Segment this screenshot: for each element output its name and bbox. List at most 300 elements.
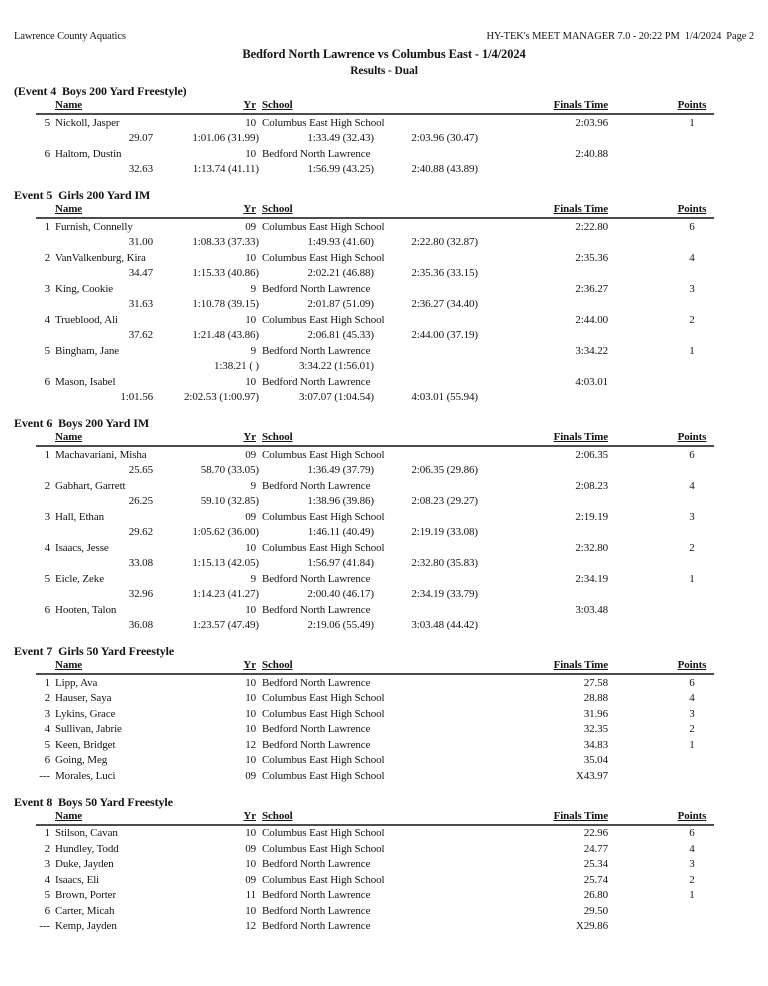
year: 10: [245, 707, 256, 720]
finals-time: 3:34.22: [575, 344, 608, 357]
split-time: 1:13.74 (41.11): [192, 163, 259, 176]
column-header-yr: Yr: [243, 659, 256, 671]
place: 6: [44, 375, 50, 388]
school-name: Bedford North Lawrence: [262, 375, 371, 388]
finals-time: 2:36.27: [575, 282, 608, 295]
school-name: Bedford North Lawrence: [262, 282, 371, 295]
column-header-yr: Yr: [243, 99, 256, 111]
school-name: Columbus East High School: [262, 251, 385, 264]
swimmer-name: Mason, Isabel: [55, 375, 116, 388]
finals-time: 22.96: [583, 827, 608, 840]
split-time: 1:56.99 (43.25): [307, 163, 374, 176]
split-time: 1:10.78 (39.15): [192, 298, 259, 311]
split-time: 32.63: [128, 163, 153, 176]
result-row: [36, 722, 714, 738]
place: 5: [44, 116, 50, 129]
column-header-yr: Yr: [243, 431, 256, 443]
school-name: Columbus East High School: [262, 707, 385, 720]
school-name: Columbus East High School: [262, 510, 385, 523]
column-header-name: Name: [55, 431, 83, 443]
finals-time: 2:32.80: [575, 541, 608, 554]
year: 10: [245, 827, 256, 840]
year: 09: [245, 510, 256, 523]
finals-time: 29.50: [583, 904, 608, 917]
split-time: 1:23.57 (47.49): [192, 619, 259, 632]
split-time: 1:56.97 (41.84): [307, 557, 374, 570]
swimmer-name: Hundley, Todd: [55, 842, 119, 855]
year: 10: [245, 858, 256, 871]
points-value: 1: [689, 116, 695, 129]
result-row: [36, 857, 714, 873]
swimmer-name: Gabhart, Garrett: [55, 479, 126, 492]
points-value: 3: [689, 282, 695, 295]
facility-name: Lawrence County Aquatics: [14, 31, 126, 42]
school-name: Columbus East High School: [262, 220, 385, 233]
points-value: 4: [689, 251, 695, 264]
result-row: [36, 146, 714, 162]
splits-row: [36, 525, 714, 541]
report-type: Results - Dual: [350, 65, 418, 77]
school-name: Columbus East High School: [262, 769, 385, 782]
page-header: [14, 30, 754, 43]
points-value: 1: [689, 738, 695, 751]
swimmer-name: Stilson, Cavan: [55, 827, 118, 840]
result-row: [36, 903, 714, 919]
result-row: [36, 737, 714, 753]
place: 3: [44, 282, 50, 295]
split-time: 1:08.33 (37.33): [192, 236, 259, 249]
event-section: [14, 84, 754, 177]
column-header-name: Name: [55, 659, 83, 671]
school-name: Bedford North Lawrence: [262, 920, 371, 933]
finals-time: 2:08.23: [575, 479, 608, 492]
split-time: 2:44.00 (37.19): [411, 329, 478, 342]
school-name: Columbus East High School: [262, 754, 385, 767]
year: 09: [245, 769, 256, 782]
school-name: Bedford North Lawrence: [262, 572, 371, 585]
event-title: (Event 4 Boys 200 Yard Freestyle): [14, 84, 187, 98]
place: 3: [44, 510, 50, 523]
points-value: 2: [689, 723, 695, 736]
finals-time: 2:19.19: [575, 510, 608, 523]
split-time: 1:15.13 (42.05): [192, 557, 259, 570]
place: 1: [44, 448, 50, 461]
results-table: [36, 203, 714, 405]
split-time: 32.96: [128, 588, 153, 601]
swimmer-name: Isaacs, Eli: [55, 873, 100, 886]
finals-time: X29.86: [575, 920, 608, 933]
events-container: [14, 84, 754, 934]
place: 6: [44, 754, 50, 767]
split-time: 2:02.53 (1:00.97): [184, 391, 259, 404]
school-name: Bedford North Lawrence: [262, 676, 371, 689]
split-time: 29.62: [128, 526, 153, 539]
year: 09: [245, 220, 256, 233]
year: 10: [245, 754, 256, 767]
column-header-name: Name: [55, 99, 83, 111]
split-time: 37.62: [128, 329, 153, 342]
split-time: 59.10 (32.85): [200, 495, 259, 508]
splits-row: [36, 266, 714, 282]
place: 1: [44, 220, 50, 233]
place: 4: [44, 873, 50, 886]
swimmer-name: Carter, Micah: [55, 904, 115, 917]
split-time: 3:03.48 (44.42): [411, 619, 478, 632]
split-time: 1:49.93 (41.60): [307, 236, 374, 249]
result-row: [36, 312, 714, 328]
year: 10: [245, 313, 256, 326]
points-value: 2: [689, 313, 695, 326]
year: 09: [245, 873, 256, 886]
column-header-finals-time: Finals Time: [553, 809, 608, 822]
split-time: 1:46.11 (40.49): [307, 526, 374, 539]
swimmer-name: Hall, Ethan: [55, 510, 104, 523]
finals-time: 34.83: [583, 738, 608, 751]
swimmer-name: Isaacs, Jesse: [55, 541, 109, 554]
split-time: 1:38.96 (39.86): [307, 495, 374, 508]
split-time: 29.07: [128, 132, 153, 145]
result-row: [36, 281, 714, 297]
result-row: [36, 219, 714, 235]
swimmer-name: King, Cookie: [55, 282, 114, 295]
school-name: Bedford North Lawrence: [262, 904, 371, 917]
result-row: [36, 571, 714, 587]
result-row: [36, 509, 714, 525]
splits-row: [36, 463, 714, 479]
event-title: Event 8 Boys 50 Yard Freestyle: [14, 794, 173, 809]
split-time: 34.47: [128, 267, 153, 280]
finals-time: 3:03.48: [575, 603, 608, 616]
column-header-finals-time: Finals Time: [553, 99, 608, 111]
split-time: 2:03.96 (30.47): [411, 132, 478, 145]
column-header-points: Points: [677, 659, 707, 671]
result-row: [36, 753, 714, 769]
generator-info: HY-TEK's MEET MANAGER 7.0 - 20:22 PM 1/4/2024 Page 2: [486, 31, 754, 42]
year: 10: [245, 116, 256, 129]
column-header-school: School: [262, 203, 293, 215]
place: ---: [39, 769, 50, 782]
split-time: 58.70 (33.05): [200, 464, 259, 477]
year: 9: [250, 344, 256, 357]
splits-row: [36, 587, 714, 603]
result-row: [36, 478, 714, 494]
year: 10: [245, 723, 256, 736]
place: 2: [44, 692, 50, 705]
split-time: 3:34.22 (1:56.01): [299, 360, 374, 373]
place: 2: [44, 842, 50, 855]
swimmer-name: Duke, Jayden: [55, 858, 114, 871]
finals-time: 2:44.00: [575, 313, 608, 326]
split-time: 2:19.19 (33.08): [411, 526, 478, 539]
split-time: 1:01.06 (31.99): [192, 132, 259, 145]
column-header-finals-time: Finals Time: [553, 431, 608, 443]
swimmer-name: Morales, Luci: [55, 769, 116, 782]
year: 10: [245, 676, 256, 689]
split-time: 2:06.35 (29.86): [411, 464, 478, 477]
split-time: 1:38.21 ( ): [213, 360, 259, 373]
splits-row: [36, 162, 714, 178]
swimmer-name: Eicle, Zeke: [55, 572, 104, 585]
finals-time: 2:40.88: [575, 147, 608, 160]
school-name: Bedford North Lawrence: [262, 603, 371, 616]
points-value: 1: [689, 889, 695, 902]
split-time: 2:22.80 (32.87): [411, 236, 478, 249]
place: 5: [44, 738, 50, 751]
column-header-points: Points: [677, 431, 707, 443]
column-header-school: School: [262, 99, 293, 111]
finals-time: 2:06.35: [575, 448, 608, 461]
school-name: Columbus East High School: [262, 448, 385, 461]
split-time: 31.63: [128, 298, 153, 311]
place: 4: [44, 313, 50, 326]
points-value: 3: [689, 707, 695, 720]
column-header-points: Points: [677, 809, 707, 822]
split-time: 2:00.40 (46.17): [307, 588, 374, 601]
result-row: [36, 768, 714, 784]
points-value: 6: [689, 676, 695, 689]
points-value: 4: [689, 692, 695, 705]
split-time: 1:05.62 (36.00): [192, 526, 259, 539]
place: 6: [44, 904, 50, 917]
split-time: 2:34.19 (33.79): [411, 588, 478, 601]
points-value: 4: [689, 842, 695, 855]
result-row: [36, 343, 714, 359]
year: 10: [245, 375, 256, 388]
column-header-school: School: [262, 431, 293, 443]
split-time: 1:36.49 (37.79): [307, 464, 374, 477]
place: 3: [44, 858, 50, 871]
results-table: [36, 99, 714, 177]
school-name: Bedford North Lawrence: [262, 479, 371, 492]
place: 2: [44, 479, 50, 492]
column-header-name: Name: [55, 809, 83, 822]
event-section: [14, 188, 754, 405]
split-time: 1:15.33 (40.86): [192, 267, 259, 280]
column-header-yr: Yr: [243, 203, 256, 215]
year: 9: [250, 572, 256, 585]
place: 4: [44, 541, 50, 554]
split-time: 2:01.87 (51.09): [307, 298, 374, 311]
result-row: [36, 250, 714, 266]
column-header-row: [36, 810, 714, 826]
year: 09: [245, 842, 256, 855]
place: 6: [44, 603, 50, 616]
finals-time: 27.58: [583, 676, 608, 689]
splits-row: [36, 297, 714, 313]
column-header-school: School: [262, 659, 293, 671]
place: 2: [44, 251, 50, 264]
split-time: 1:33.49 (32.43): [307, 132, 374, 145]
year: 10: [245, 251, 256, 264]
place: 5: [44, 344, 50, 357]
year: 10: [245, 603, 256, 616]
place: 3: [44, 707, 50, 720]
split-time: 2:08.23 (29.27): [411, 495, 478, 508]
place: ---: [39, 920, 50, 933]
splits-row: [36, 494, 714, 510]
event-section: [14, 795, 754, 935]
finals-time: 25.34: [583, 858, 608, 871]
year: 9: [250, 282, 256, 295]
points-value: 1: [689, 344, 695, 357]
school-name: Bedford North Lawrence: [262, 723, 371, 736]
column-header-row: [36, 99, 714, 115]
splits-row: [36, 131, 714, 147]
column-header-points: Points: [677, 203, 707, 215]
swimmer-name: Lipp, Ava: [55, 676, 98, 689]
finals-time: 2:35.36: [575, 251, 608, 264]
column-header-row: [36, 203, 714, 219]
column-header-yr: Yr: [243, 809, 256, 822]
swimmer-name: Hooten, Talon: [55, 603, 117, 616]
finals-time: 32.35: [583, 723, 608, 736]
result-row: [36, 872, 714, 888]
school-name: Columbus East High School: [262, 873, 385, 886]
year: 12: [245, 738, 256, 751]
swimmer-name: Trueblood, Ali: [55, 313, 118, 326]
result-row: [36, 602, 714, 618]
year: 9: [250, 479, 256, 492]
split-time: 2:40.88 (43.89): [411, 163, 478, 176]
school-name: Bedford North Lawrence: [262, 147, 371, 160]
points-value: 3: [689, 858, 695, 871]
points-value: 4: [689, 479, 695, 492]
place: 4: [44, 723, 50, 736]
school-name: Bedford North Lawrence: [262, 738, 371, 751]
split-time: 1:21.48 (43.86): [192, 329, 259, 342]
result-row: [36, 115, 714, 131]
school-name: Columbus East High School: [262, 313, 385, 326]
result-row: [36, 706, 714, 722]
event-section: [14, 644, 754, 784]
finals-time: 2:34.19: [575, 572, 608, 585]
finals-time: 24.77: [583, 842, 608, 855]
swimmer-name: Furnish, Connelly: [55, 220, 133, 233]
swimmer-name: Bingham, Jane: [55, 344, 120, 357]
split-time: 36.08: [128, 619, 153, 632]
results-table: [36, 659, 714, 784]
splits-row: [36, 556, 714, 572]
column-header-school: School: [262, 809, 293, 822]
swimmer-name: Lykins, Grace: [55, 707, 116, 720]
swimmer-name: Hauser, Saya: [55, 692, 112, 705]
split-time: 4:03.01 (55.94): [411, 391, 478, 404]
finals-time: 25.74: [583, 873, 608, 886]
result-row: [36, 374, 714, 390]
result-row: [36, 919, 714, 935]
swimmer-name: Brown, Porter: [55, 889, 117, 902]
split-time: 2:36.27 (34.40): [411, 298, 478, 311]
results-table: [36, 810, 714, 935]
split-time: 1:01.56: [120, 391, 153, 404]
split-time: 2:35.36 (33.15): [411, 267, 478, 280]
swimmer-name: VanValkenburg, Kira: [55, 251, 146, 264]
split-time: 26.25: [128, 495, 153, 508]
meet-title: Bedford North Lawrence vs Columbus East - 1/4/2024: [242, 47, 526, 61]
swimmer-name: Keen, Bridget: [55, 738, 116, 751]
result-row: [36, 691, 714, 707]
splits-row: [36, 618, 714, 634]
result-row: [36, 675, 714, 691]
swimmer-name: Kemp, Jayden: [55, 920, 117, 933]
school-name: Bedford North Lawrence: [262, 858, 371, 871]
split-time: 2:32.80 (35.83): [411, 557, 478, 570]
swimmer-name: Haltom, Dustin: [55, 147, 122, 160]
result-row: [36, 447, 714, 463]
column-header-points: Points: [677, 99, 707, 111]
result-row: [36, 841, 714, 857]
splits-row: [36, 235, 714, 251]
split-time: 1:14.23 (41.27): [192, 588, 259, 601]
year: 11: [245, 889, 256, 902]
splits-row: [36, 359, 714, 375]
school-name: Columbus East High School: [262, 692, 385, 705]
result-row: [36, 826, 714, 842]
year: 10: [245, 692, 256, 705]
split-time: 33.08: [128, 557, 153, 570]
column-header-row: [36, 431, 714, 447]
place: 1: [44, 676, 50, 689]
event-title: Event 7 Girls 50 Yard Freestyle: [14, 644, 175, 658]
finals-time: X43.97: [575, 769, 608, 782]
place: 6: [44, 147, 50, 160]
split-time: 2:19.06 (55.49): [307, 619, 374, 632]
split-time: 3:07.07 (1:04.54): [299, 391, 374, 404]
year: 12: [245, 920, 256, 933]
finals-time: 28.88: [583, 692, 608, 705]
splits-row: [36, 390, 714, 406]
points-value: 2: [689, 873, 695, 886]
school-name: Columbus East High School: [262, 842, 385, 855]
split-time: 2:02.21 (46.88): [307, 267, 374, 280]
swimmer-name: Going, Meg: [55, 754, 108, 767]
points-value: 1: [689, 572, 695, 585]
column-header-finals-time: Finals Time: [553, 203, 608, 215]
finals-time: 2:03.96: [575, 116, 608, 129]
result-row: [36, 888, 714, 904]
column-header-finals-time: Finals Time: [553, 659, 608, 671]
event-section: [14, 416, 754, 633]
result-row: [36, 540, 714, 556]
splits-row: [36, 328, 714, 344]
finals-time: 2:22.80: [575, 220, 608, 233]
school-name: Columbus East High School: [262, 541, 385, 554]
year: 10: [245, 541, 256, 554]
points-value: 6: [689, 220, 695, 233]
year: 10: [245, 904, 256, 917]
split-time: 31.00: [128, 236, 153, 249]
split-time: 25.65: [128, 464, 153, 477]
school-name: Bedford North Lawrence: [262, 889, 371, 902]
year: 09: [245, 448, 256, 461]
finals-time: 31.96: [583, 707, 608, 720]
swimmer-name: Nickoll, Jasper: [55, 116, 120, 129]
swimmer-name: Machavariani, Misha: [55, 448, 147, 461]
points-value: 6: [689, 448, 695, 461]
split-time: 2:06.81 (45.33): [307, 329, 374, 342]
column-header-row: [36, 659, 714, 675]
event-title: Event 6 Boys 200 Yard IM: [14, 416, 150, 430]
year: 10: [245, 147, 256, 160]
points-value: 2: [689, 541, 695, 554]
event-title: Event 5 Girls 200 Yard IM: [14, 188, 151, 202]
finals-time: 4:03.01: [575, 375, 608, 388]
place: 5: [44, 572, 50, 585]
finals-time: 35.04: [583, 754, 608, 767]
place: 5: [44, 889, 50, 902]
results-table: [36, 431, 714, 633]
points-value: 3: [689, 510, 695, 523]
